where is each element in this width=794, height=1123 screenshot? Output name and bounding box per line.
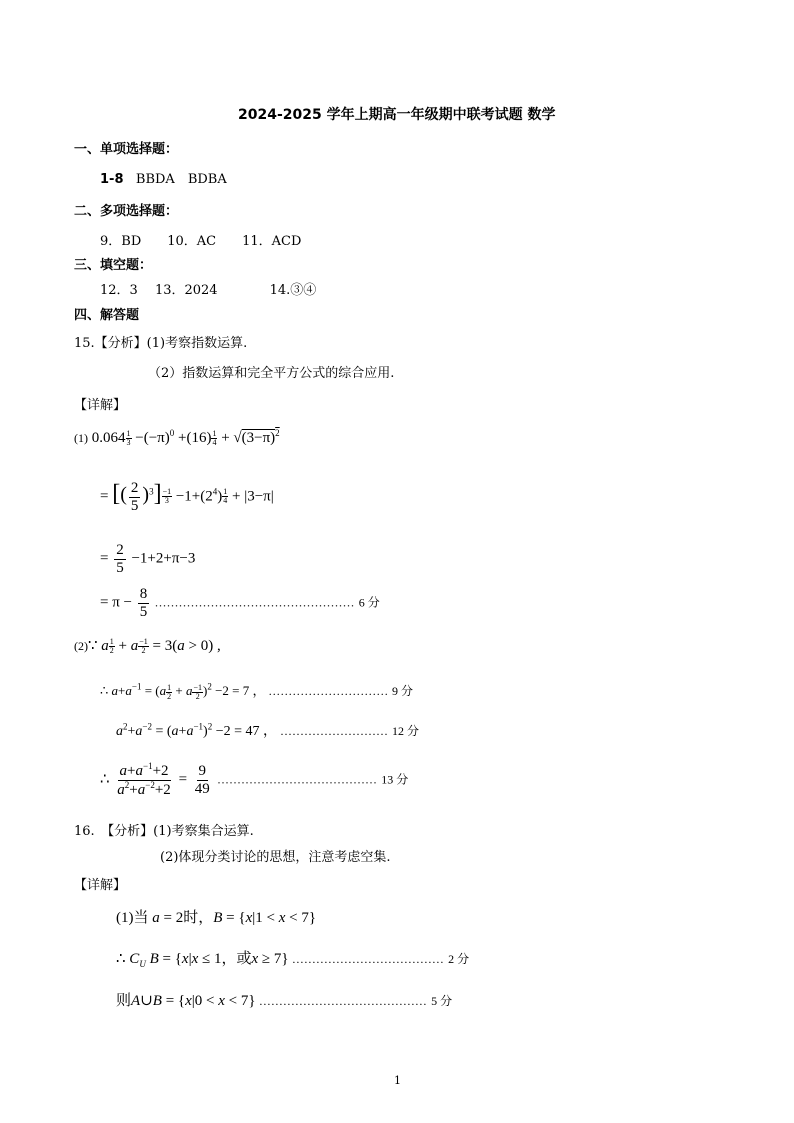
q15-part1-label: (1) (74, 431, 88, 445)
q15-eq-1: (1) 0.064 $\frac{1}{3}$ $-(-\pi)^0 +(16)$ $\frac{1}{4}$ + $√(3-\pi)^2$ (74, 428, 280, 447)
section-1-range: 1-8 (100, 172, 124, 187)
q16-eq-3: 则A∪B = {x|0 < x < 7} .......................................... 5 分 (116, 993, 453, 1009)
section-3-answers: 12．3 13．2024 14.③④ (100, 283, 317, 298)
q16-eq-2: ∴ $C_U$ B = {x|x ≤ 1，或x ≥ 7} ...................................... 2 分 (116, 951, 470, 969)
q15-part2-label: (2) (74, 639, 88, 653)
q15-score-13: 13 分 (381, 772, 409, 787)
q16-analysis-head: 16. 【分析】(1)考察集合运算. (74, 824, 254, 839)
q15-eq-6: ∴ $a+a^{-1} = (a$ $\frac{1}{2}$ + a $\frac{-1}{2}$ )$^2$ −2 = 7 ， .............................. 9 分 (100, 681, 414, 701)
q15-detail-label: 【详解】 (74, 398, 127, 413)
q15-score-9: 9 分 (392, 684, 414, 698)
section-1-answers (100, 168, 227, 187)
q15-eq-8: ∴ $\frac{a+a^{-1}+2}{a^2+a^{-2}+2}$ = $\frac{9}{49}$ ........................................ 13 分 (100, 761, 409, 798)
q16-eq-1: (1)当 a = 2时，B = {x|1 < x < 7} (116, 910, 317, 926)
q15-analysis-2: （2）指数运算和完全平方公式的综合应用. (148, 366, 395, 381)
q15-eq-7: $a^2+a^{-2} = (a+a^{-1})^2 -2 = 47$ ， ........................... 12 分 (116, 721, 420, 739)
q16-score-5: 5 分 (431, 994, 453, 1008)
q15-eq-2: = [( $\frac{2}{5}$ )$^3$] $\frac{-1}{3}$ $-1+(2^4)$ $\frac{1}{4}$ + |3−π| (100, 480, 274, 514)
q16-analysis-2: (2)体现分类讨论的思想，注意考虑空集. (160, 850, 391, 865)
q15-eq-3: = $\frac{2}{5}$ −1+2+π−3 (100, 542, 196, 576)
page-title: 2024-2025 学年上期高一年级期中联考试题 数学 (238, 107, 556, 123)
section-1-letters: BBDA BDBA (135, 172, 227, 187)
q15-eq-4: = π − $\frac{8}{5}$ .................................................. 6 分 (100, 586, 380, 620)
section-3-heading: 三、填空题： (74, 258, 153, 273)
section-2-heading: 二、多项选择题： (74, 204, 179, 219)
q15-analysis-head: 15.【分析】(1)考察指数运算. (74, 336, 248, 351)
q16-detail-label: 【详解】 (74, 878, 127, 893)
section-1-heading: 一、单项选择题： (74, 142, 179, 157)
q15-score-12: 12 分 (392, 724, 420, 738)
page-number: 1 (394, 1074, 401, 1087)
section-4-heading: 四、解答题 (74, 308, 140, 323)
q15-eq-5: (2)∵ a $\frac{1}{2}$ + a $\frac{-1}{2}$ = 3(a > 0) , (74, 637, 221, 655)
section-2-answers: 9．BD 10．AC 11．ACD (100, 234, 302, 249)
q16-score-2: 2 分 (448, 952, 470, 966)
q15-score-6: 6 分 (358, 595, 380, 610)
